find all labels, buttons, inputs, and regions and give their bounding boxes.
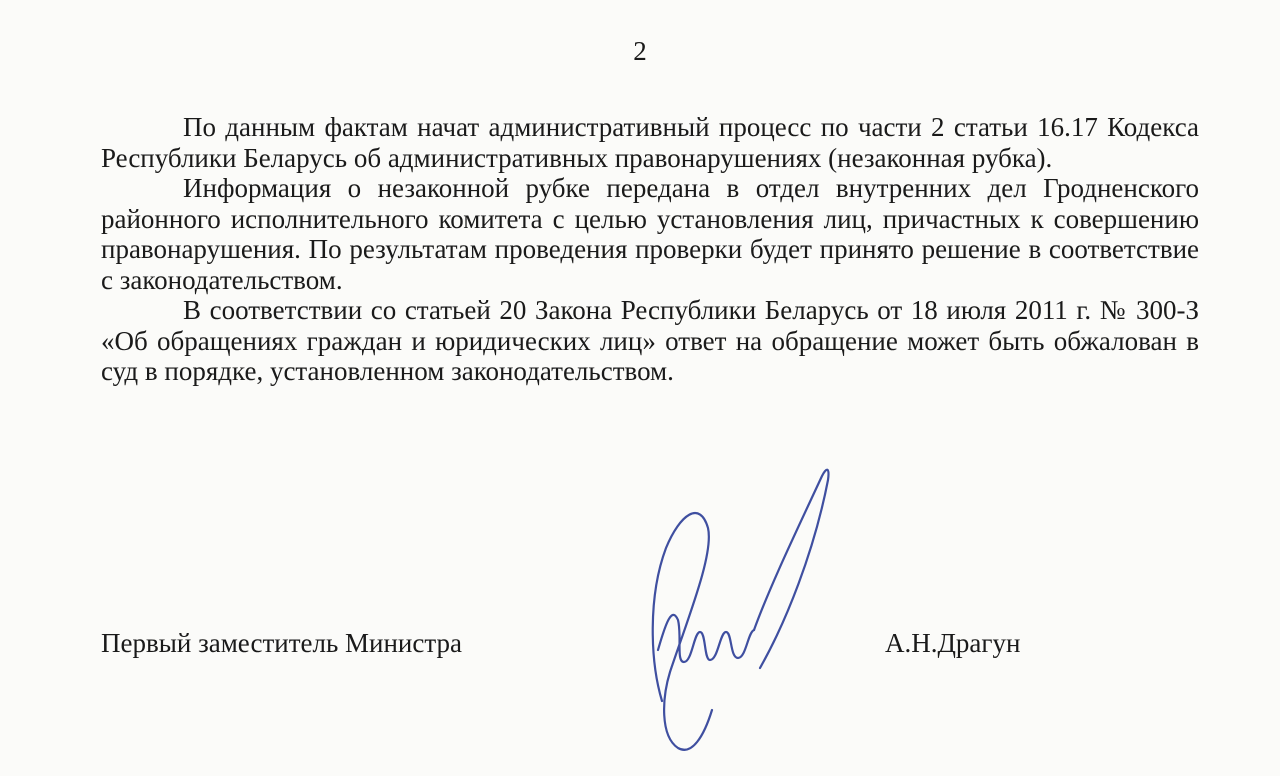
paragraph-police-referral: Информация о незаконной рубке передана в отдел внутренних дел Гродненского районного исполнительного комитета с целью установления лиц, причастных к совершению правонарушения. По результатам проведения проверки будет принято решение в соответствие с законодательством. xyxy=(101,173,1199,295)
signature-scribble xyxy=(658,615,754,662)
signature-tail xyxy=(754,470,829,668)
signature-loop xyxy=(653,513,712,750)
document-body xyxy=(101,112,1199,387)
paragraph-administrative-process: По данным фактам начат административный процесс по части 2 статьи 16.17 Кодекса Республики Беларусь об административных правонарушениях (незаконная рубка). xyxy=(101,112,1199,173)
signer-title: Первый заместитель Министра xyxy=(101,628,462,658)
page-number: 2 xyxy=(633,36,647,66)
signer-name: А.Н.Драгун xyxy=(885,628,1021,658)
handwritten-signature xyxy=(600,436,860,756)
paragraph-appeal-right: В соответствии со статьей 20 Закона Республики Беларусь от 18 июля 2011 г. № 300-З «Об обращениях граждан и юридических лиц» ответ на обращение может быть обжалован в суд в порядке, установленном законодательством. xyxy=(101,295,1199,386)
signature-strokes xyxy=(653,470,829,750)
